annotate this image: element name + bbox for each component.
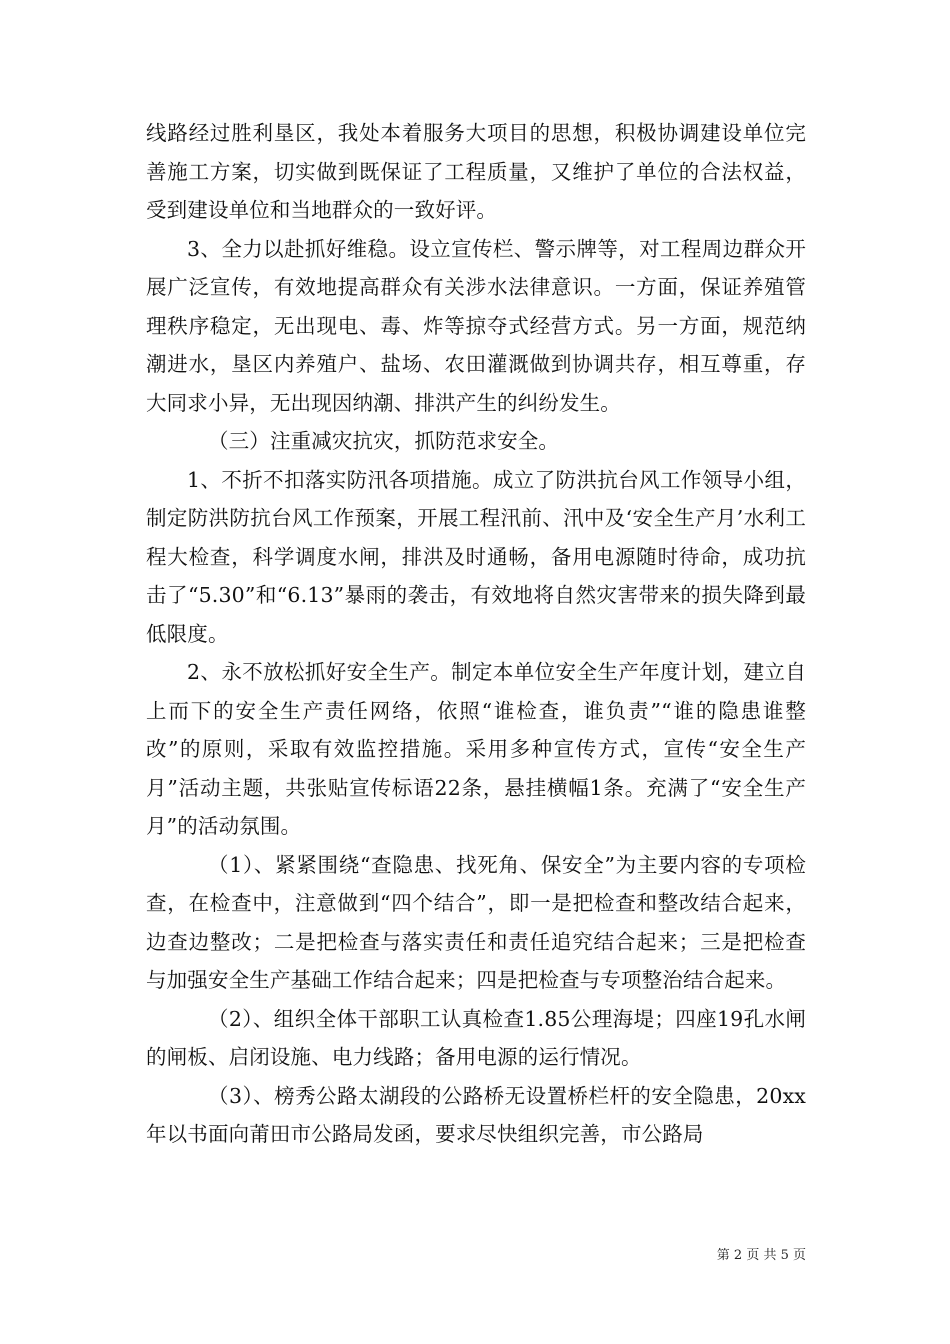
paragraph-item-2-safety-production: 2、永不放松抓好安全生产。制定本单位安全生产年度计划，建立自上而下的安全生产责任网络，依照“谁检查，谁负责”“谁的隐患谁整改”的原则，采取有效监控措施。采用多种宣传方式，宣传“安全生产月”活动主题，共张贴宣传标语22条，悬挂横幅1条。充满了“安全生产月”的活动氛围。	[146, 660, 806, 838]
page-number-footer: 第 2 页 共 5 页	[716, 1248, 806, 1263]
paragraph-subitem-1: （1）、紧紧围绕“查隐患、找死角、保安全”为主要内容的专项检查，在检查中，注意做到“四个结合”，即一是把检查和整改结合起来，边查边整改；二是把检查与落实责任和责任追究结合起来；三是把检查与加强安全生产基础工作结合起来；四是把检查与专项整治结合起来。	[146, 852, 806, 992]
paragraph-item-3-stability: 3、全力以赴抓好维稳。设立宣传栏、警示牌等，对工程周边群众开展广泛宣传，有效地提高群众有关涉水法律意识。一方面，保证养殖管理秩序稳定，无出现电、毒、炸等掠夺式经营方式。另一方面，规范纳潮进水，垦区内养殖户、盐场、农田灌溉做到协调共存，相互尊重，存大同求小异，无出现因纳潮、排洪产生的纠纷发生。	[146, 236, 806, 415]
paragraph-continued: 线路经过胜利垦区，我处本着服务大项目的思想，积极协调建设单位完善施工方案，切实做到既保证了工程质量，又维护了单位的合法权益，受到建设单位和当地群众的一致好评。	[146, 121, 806, 222]
paragraph-subitem-2: （2）、组织全体干部职工认真检查1.85公理海堤；四座19孔水闸的闸板、启闭设施、电力线路；备用电源的运行情况。	[146, 1006, 806, 1069]
section-heading-3: （三）注重减灾抗灾，抓防范求安全。	[208, 429, 560, 453]
paragraph-subitem-3: （3）、榜秀公路太湖段的公路桥无设置桥栏杆的安全隐患，20xx年以书面向莆田市公路局发函，要求尽快组织完善，市公路局	[146, 1083, 806, 1146]
paragraph-item-1-flood-control: 1、不折不扣落实防汛各项措施。成立了防洪抗台风工作领导小组，制定防洪防抗台风工作预案，开展工程汛前、汛中及‘安全生产月’水利工程大检查，科学调度水闸，排洪及时通畅，备用电源随时待命，成功抗击了“5.30”和“6.13”暴雨的袭击，有效地将自然灾害带来的损失降到最低限度。	[146, 467, 806, 646]
document-body	[146, 114, 806, 1154]
